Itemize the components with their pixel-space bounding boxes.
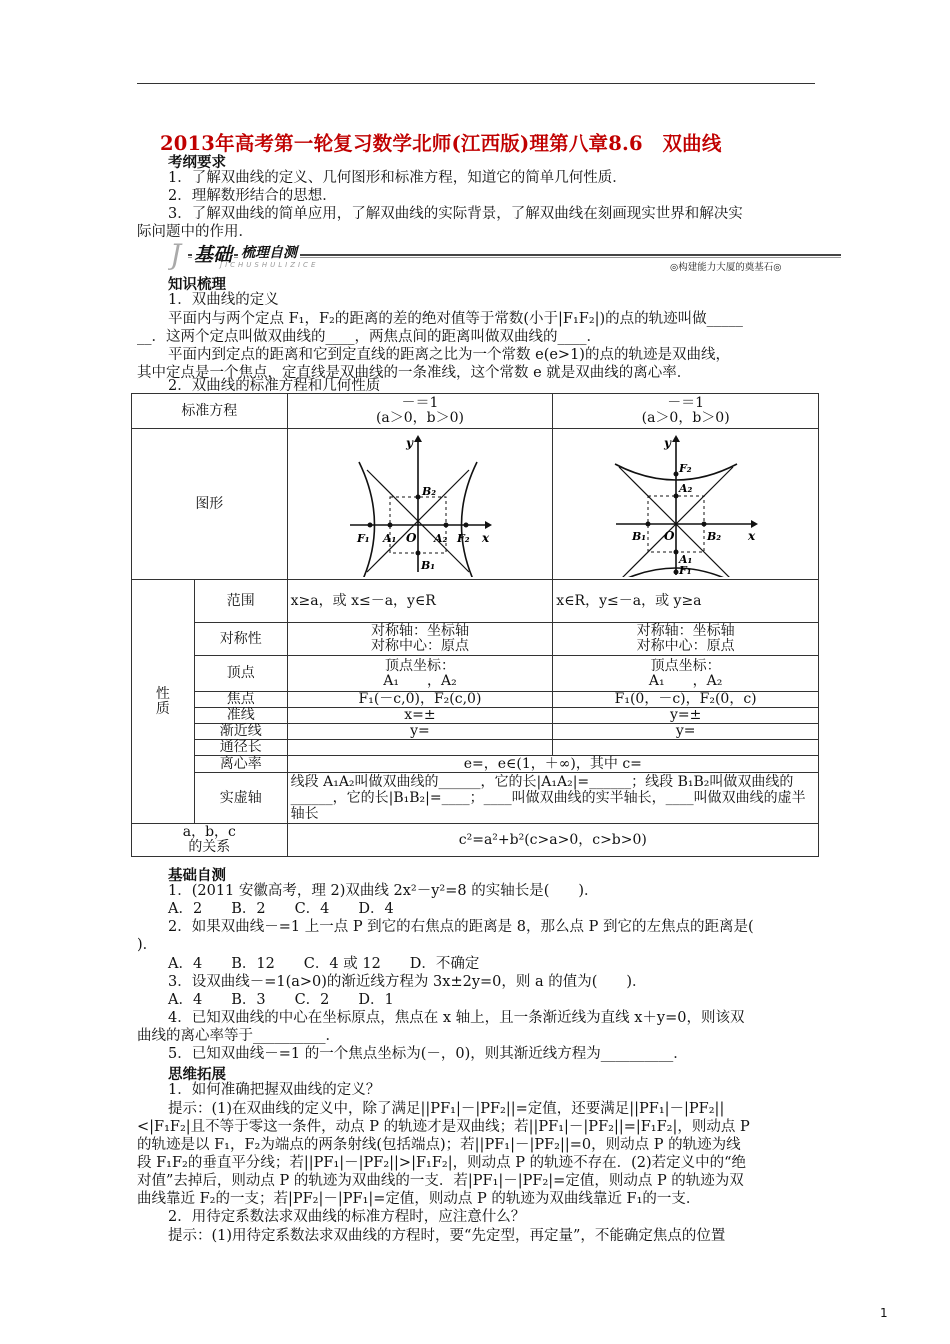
label-a1: A₁ (382, 531, 397, 545)
row-cell: 对称轴：坐标轴 对称中心：原点 (553, 623, 819, 656)
swtz-line: 的轨迹是以 F₁，F₂为端点的两条射线(包括端点)；若||PF₁|－|PF₂||=0，则动点 P 的轨迹为线 (137, 1137, 741, 1153)
row-cell: 线段 A₁A₂叫做双曲线的______，它的长|A₁A₂|=______；线段 B₁B₂叫做双曲线的______，它的长|B₁B₂|=____；____叫做双曲线的实半轴长，____叫做双曲线的虚半轴长 (287, 773, 818, 824)
label-o: O (405, 530, 417, 545)
fig-cell-1 (287, 429, 553, 580)
cond-1: (a＞0，b＞0) (375, 410, 464, 426)
table-row (132, 656, 819, 692)
row-cell: 对称轴：坐标轴 对称中心：原点 (287, 623, 553, 656)
table-row (132, 429, 819, 580)
row-label: a，b，c 的关系 (132, 824, 288, 857)
table-row (132, 773, 819, 824)
jczc-line: 5．已知双曲线－=1 的一个焦点坐标为(－，0)，则其渐近线方程为__________． (168, 1046, 688, 1062)
eq-1: －＝1 (401, 395, 439, 411)
label-a2: A₂ (678, 481, 692, 495)
table-row (132, 580, 819, 623)
row-cell: x≥a，或 x≤－a，y∈R (287, 580, 553, 623)
label-y: y (405, 435, 413, 450)
row-cell: F₁(0，－c)，F₂(0，c) (553, 692, 819, 708)
label-b2: B₂ (706, 529, 721, 543)
label-b1: B₁ (631, 529, 646, 543)
jczc-line: 4．已知双曲线的中心在坐标原点，焦点在 x 轴上，且一条渐近线为直线 x＋y=0，则该双 (168, 1010, 745, 1026)
jczc-line: A．4 B．3 C．2 D．1 (168, 992, 394, 1008)
table-row (132, 708, 819, 724)
zs-line: 平面内到定点的距离和它到定直线的距离之比为一个常数 e(e>1)的点的轨迹是双曲线， (168, 347, 730, 363)
cond-2: (a＞0，b＞0) (641, 410, 730, 426)
table-row (132, 740, 819, 756)
table-row (132, 623, 819, 656)
eq-cell-2 (553, 394, 819, 429)
swtz-line: 曲线靠近 F₂的一支；若|PF₂|－|PF₁|=定值，则动点 P 的轨迹为双曲线靠近 F₁的一支． (137, 1191, 701, 1207)
row-cell: F₁(－c,0)，F₂(c,0) (287, 692, 553, 708)
row-cell: y=± (553, 708, 819, 724)
header-rule (137, 83, 815, 84)
table-row (132, 692, 819, 708)
jczc-line: 曲线的离心率等于__________． (137, 1028, 340, 1044)
row-cell: 顶点坐标： A₁ ，A₂ (553, 656, 819, 692)
label-f2: F₂ (456, 531, 470, 545)
banner-pinyin: JICHUSHULIZICE (220, 261, 319, 269)
row-cell (553, 740, 819, 756)
section-heading-swtz: 思维拓展 (168, 1066, 226, 1083)
page-title: 2013年高考第一轮复习数学北师(江西版)理第八章8.6 双曲线 (160, 132, 722, 155)
label-f2: F₂ (678, 461, 692, 475)
banner-sub: 梳理自测 (238, 242, 300, 262)
row-cell: y= (553, 724, 819, 740)
zs-line: 1．双曲线的定义 (168, 292, 279, 308)
row-label: 实虚轴 (194, 773, 287, 824)
swtz-line: 提示：(1)用待定系数法求双曲线的方程时，要“先定型，再定量”，不能确定焦点的位置 (168, 1228, 726, 1244)
jczc-line: 1．(2011 安徽高考，理 2)双曲线 2x²－y²=8 的实轴长是( )． (168, 883, 599, 899)
label-o: O (663, 528, 675, 543)
jczc-line: A．2 B．2 C．4 D．4 (168, 901, 394, 917)
label-b1: B₁ (420, 558, 436, 572)
row-cell: y= (287, 724, 553, 740)
banner-big: 基础 (192, 240, 234, 267)
std-label: 标准方程 (132, 394, 288, 429)
row-label: 离心率 (194, 756, 287, 773)
row-label: 渐近线 (194, 724, 287, 740)
row-cell: x=± (287, 708, 553, 724)
section-banner (168, 240, 841, 273)
label-f1: F₁ (678, 563, 692, 577)
label-x: x (481, 530, 490, 545)
kgyq-item: 1．了解双曲线的定义、几何图形和标准方程，知道它的简单几何性质． (168, 170, 627, 186)
kgyq-item: 3．了解双曲线的简单应用，了解双曲线的实际背景，了解双曲线在刻画现实世界和解决实 (168, 206, 743, 222)
eq-2: －＝1 (667, 395, 705, 411)
jczc-line: A．4 B．12 C．4 或 12 D．不确定 (168, 956, 480, 972)
swtz-line: <|F₁F₂|且不等于零这一条件，动点 P 的轨迹才是双曲线；若||PF₁|－|PF₂||=|F₁F₂|，则动点 P (137, 1119, 750, 1135)
banner-right: ◎构建能力大厦的奠基石◎ (670, 262, 782, 273)
section-heading-kgyq: 考纲要求 (168, 154, 226, 171)
row-cell: 顶点坐标： A₁ ，A₂ (287, 656, 553, 692)
kgyq-item: 2．理解数形结合的思想． (168, 188, 337, 204)
page-number: 1 (880, 1306, 888, 1320)
svg-text:J: J (170, 240, 182, 270)
jczc-line: 2．如果双曲线－=1 上一点 P 到它的右焦点的距离是 8，那么点 P 到它的左焦点的距离是( (168, 919, 754, 935)
swtz-line: 对值”去掉后，则动点 P 的轨迹为双曲线的一支．若|PF₁|－|PF₂|=定值，则动点 P 的轨迹为双 (137, 1173, 744, 1189)
zs-line: 2．双曲线的标准方程和几何性质 (168, 378, 381, 394)
label-a1: A₁ (678, 552, 692, 566)
zs-line: 其中定点是一个焦点，定直线是双曲线的一条准线，这个常数 e 就是双曲线的离心率． (137, 365, 692, 381)
label-f1: F₁ (356, 531, 370, 545)
table-row (132, 824, 819, 857)
right-branch (461, 462, 477, 577)
label-a2: A₂ (433, 531, 448, 545)
kgyq-item: 际问题中的作用． (137, 224, 253, 240)
row-label: 对称性 (194, 623, 287, 656)
fig-label: 图形 (132, 429, 288, 580)
jczc-line: 3．设双曲线－=1(a>0)的渐近线方程为 3x±2y=0，则 a 的值为( )． (168, 974, 647, 990)
fig-cell-2 (553, 429, 819, 580)
table-row (132, 756, 819, 773)
row-cell: e=，e∈(1，＋∞)，其中 c= (287, 756, 818, 773)
property-table (131, 393, 819, 857)
row-cell: c²=a²+b²(c>a>0，c>b>0) (287, 824, 818, 857)
table-row (132, 394, 819, 429)
row-cell: x∈R，y≤－a，或 y≥a (553, 580, 819, 623)
swtz-line: 2．用待定系数法求双曲线的标准方程时，应注意什么？ (168, 1209, 526, 1225)
section-heading-jczc: 基础自测 (168, 867, 226, 884)
row-label: 范围 (194, 580, 287, 623)
swtz-line: 提示：(1)在双曲线的定义中，除了满足||PF₁|－|PF₂||=定值，还要满足||PF₁|－|PF₂|| (168, 1101, 725, 1117)
row-label: 通径长 (194, 740, 287, 756)
prop-label: 性 质 (132, 580, 195, 824)
label-x: x (747, 528, 755, 543)
row-cell (287, 740, 553, 756)
hyperbola-y-figure (611, 432, 761, 577)
zs-line: __．这两个定点叫做双曲线的____，两焦点间的距离叫做双曲线的____． (137, 329, 601, 345)
jczc-line: )． (137, 937, 158, 953)
table-row (132, 724, 819, 740)
row-label: 准线 (194, 708, 287, 724)
section-heading-zs: 知识梳理 (168, 276, 226, 293)
swtz-line: 1．如何准确把握双曲线的定义？ (168, 1082, 381, 1098)
row-label: 顶点 (194, 656, 287, 692)
swtz-line: 段 F₁F₂的垂直平分线；若||PF₁|－|PF₂||>|F₁F₂|，则动点 P 的轨迹不存在．(2)若定义中的“绝 (137, 1155, 747, 1171)
row-label: 焦点 (194, 692, 287, 708)
zs-line: 平面内与两个定点 F₁，F₂的距离的差的绝对值等于常数(小于|F₁F₂|)的点的轨迹叫做_____ (168, 311, 743, 327)
hyperbola-x-figure (345, 432, 495, 577)
left-branch (359, 462, 375, 577)
eq-cell-1 (287, 394, 553, 429)
label-b2: B₂ (421, 484, 437, 498)
label-y: y (663, 435, 671, 450)
